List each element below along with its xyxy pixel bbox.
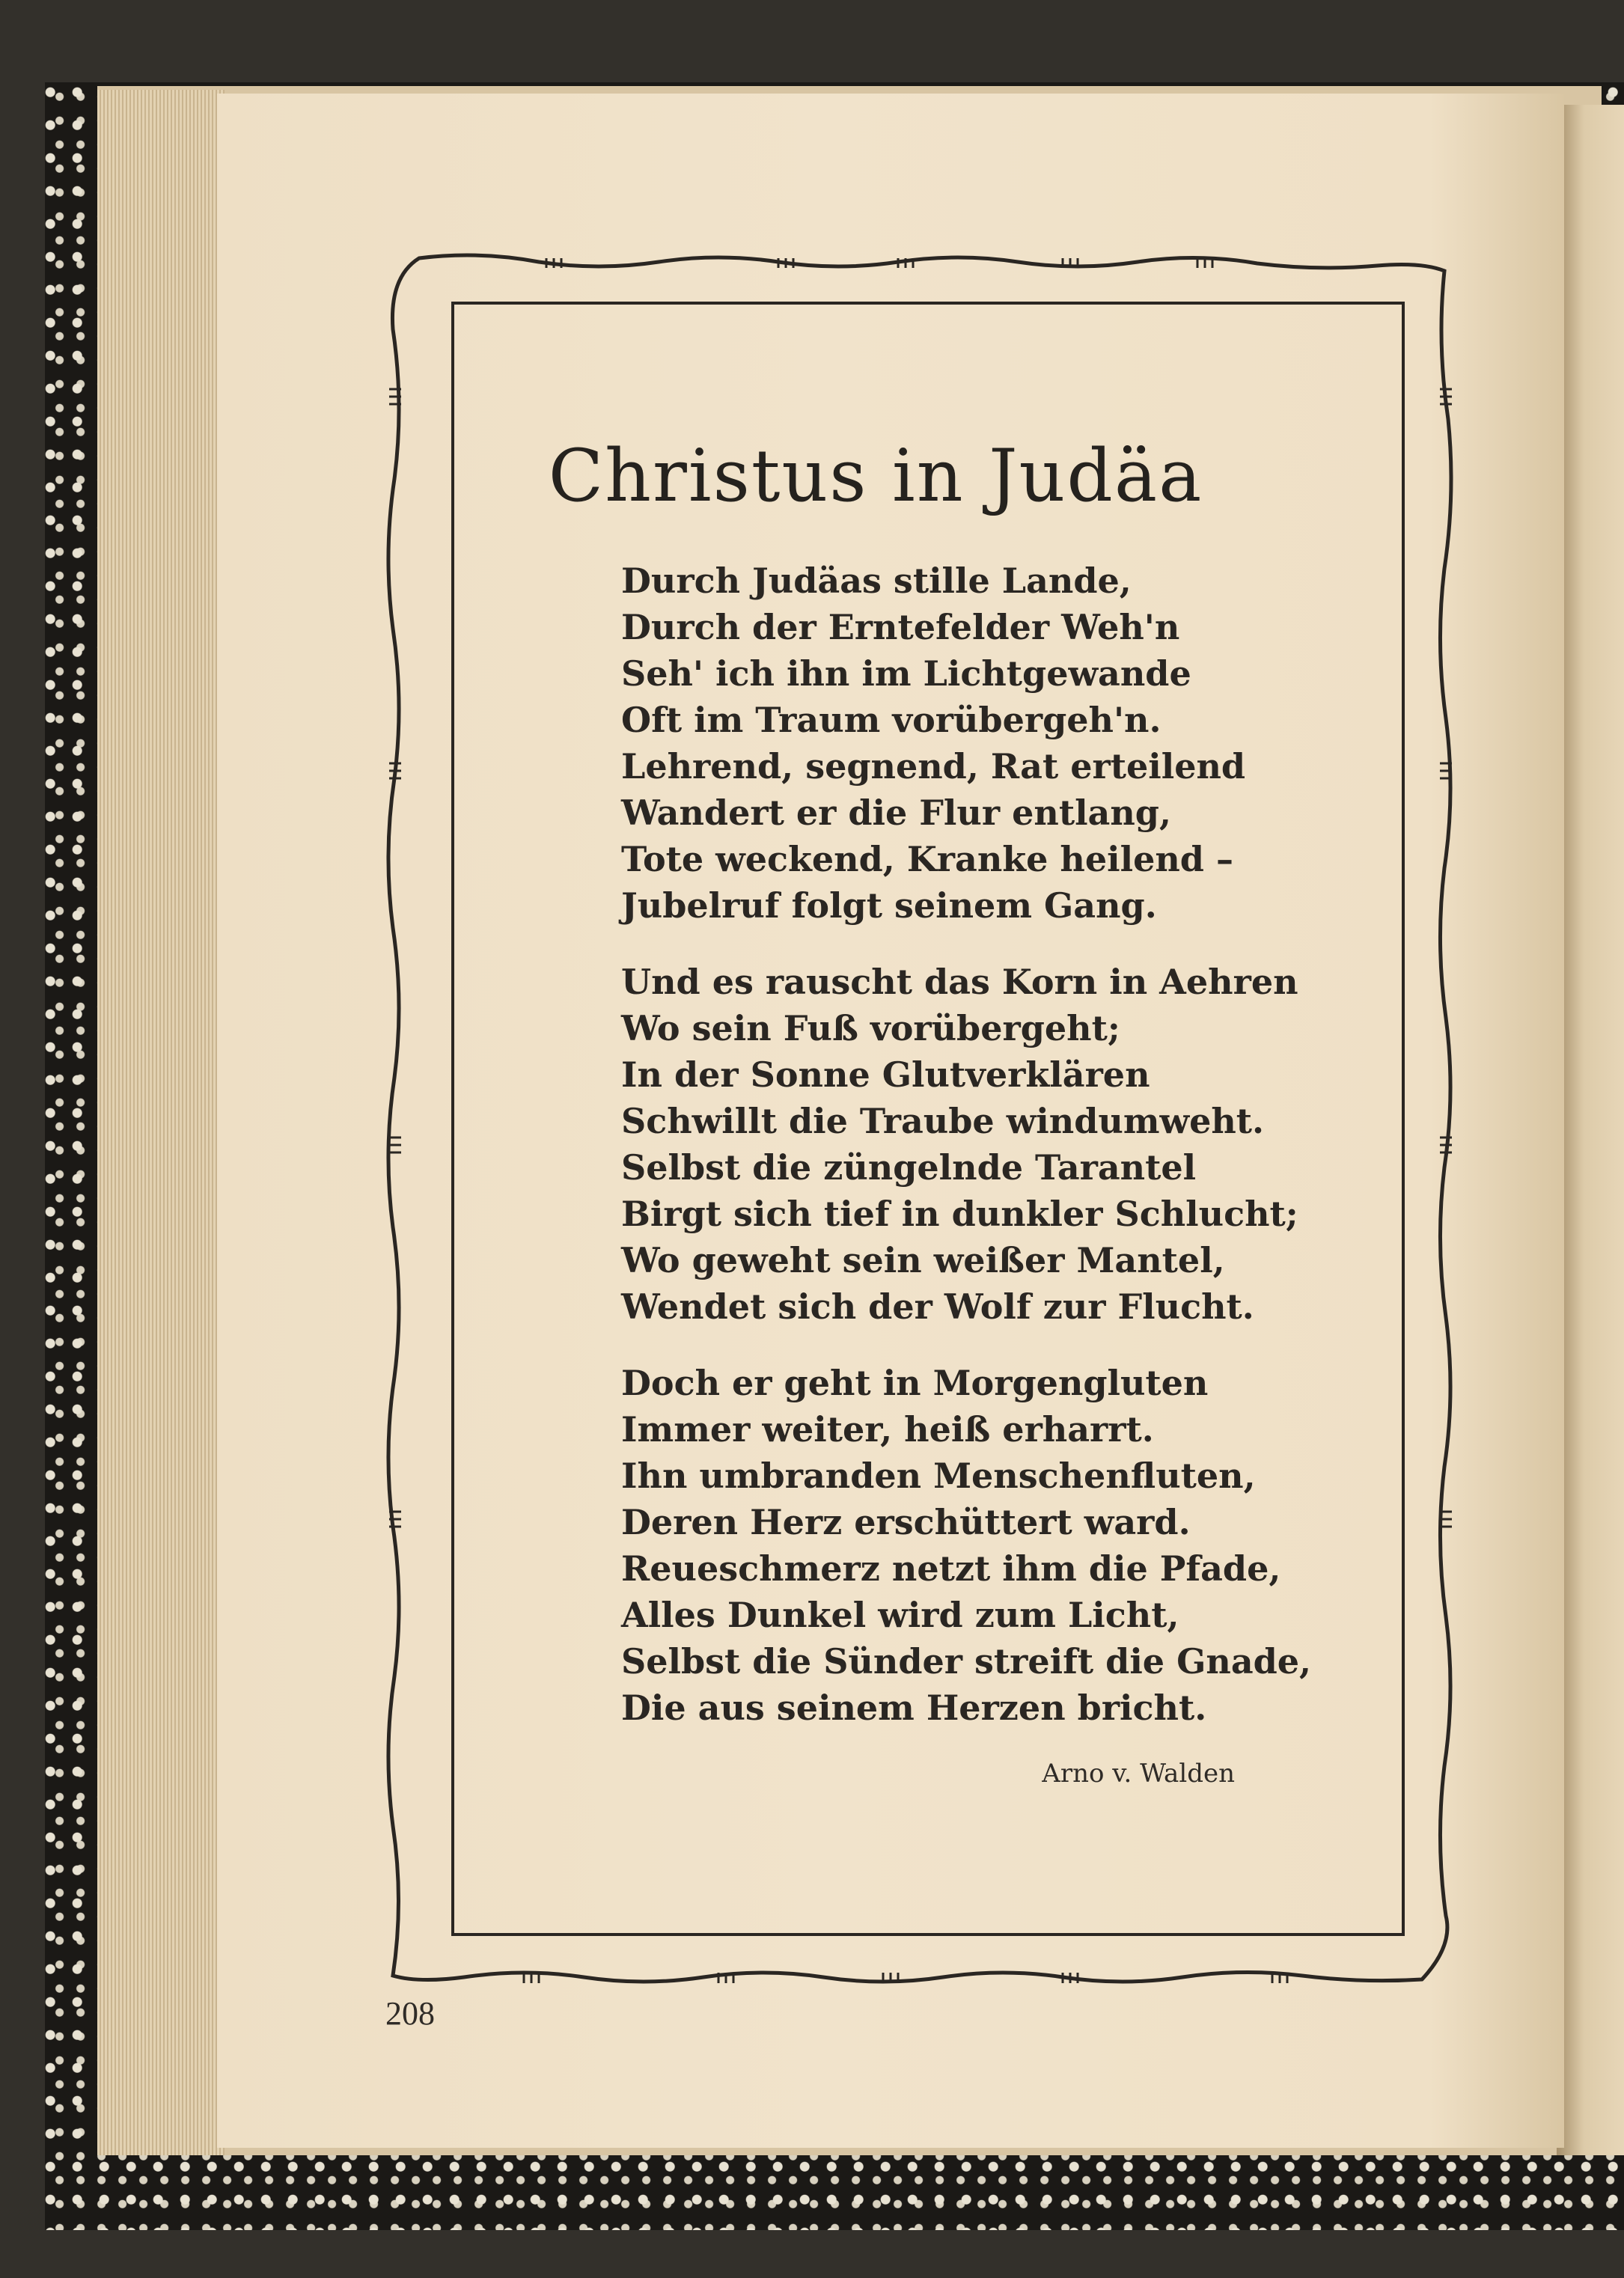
poem-author: Arno v. Walden — [1042, 1759, 1235, 1789]
poem-line: Wo geweht sein weißer Mantel, — [621, 1240, 1225, 1280]
page-number: 208 — [385, 1995, 435, 2032]
poem-line: Schwillt die Traube windumweht. — [621, 1101, 1265, 1141]
poem-line: Immer weiter, heiß erharrt. — [621, 1409, 1154, 1450]
poem-line: Wendet sich der Wolf zur Flucht. — [621, 1286, 1254, 1327]
poem-line: Tote weckend, Kranke heilend – — [621, 839, 1233, 879]
poem-line: Seh' ich ihn im Lichtgewande — [621, 653, 1191, 694]
poem-line: Durch der Erntefelder Weh'n — [621, 607, 1180, 647]
poem-line: Wo sein Fuß vorübergeht; — [621, 1008, 1120, 1048]
poem-line: Durch Judäas stille Lande, — [621, 561, 1132, 601]
poem-body — [621, 558, 1370, 1761]
poem-line: In der Sonne Glutverklären — [621, 1054, 1150, 1095]
poem-line: Ihn umbranden Menschenfluten, — [621, 1456, 1256, 1496]
poem-line: Selbst die Sünder streift die Gnade, — [621, 1641, 1312, 1682]
poem-line: Lehrend, segnend, Rat erteilend — [621, 746, 1246, 787]
stanza-1 — [621, 558, 1370, 929]
stanza-2 — [621, 959, 1370, 1330]
poem-line: Deren Herz erschüttert ward. — [621, 1502, 1191, 1542]
poem-line: Oft im Traum vorübergeh'n. — [621, 700, 1161, 740]
stanza-3 — [621, 1360, 1370, 1731]
poem-line: Reueschmerz netzt ihm die Pfade, — [621, 1548, 1281, 1589]
poem-line: Birgt sich tief in dunkler Schlucht; — [621, 1194, 1298, 1234]
poem-line: Selbst die züngelnde Tarantel — [621, 1147, 1197, 1188]
poem-line: Die aus seinem Herzen bricht. — [621, 1688, 1207, 1728]
poem-title: Christus in Judäa — [548, 434, 1203, 518]
poem-line: Jubelruf folgt seinem Gang. — [621, 885, 1157, 926]
poem-line: Alles Dunkel wird zum Licht, — [621, 1595, 1179, 1635]
poem-line: Doch er geht in Morgengluten — [621, 1363, 1209, 1403]
poem-line: Und es rauscht das Korn in Aehren — [621, 962, 1298, 1002]
poem-line: Wandert er die Flur entlang, — [621, 793, 1171, 833]
